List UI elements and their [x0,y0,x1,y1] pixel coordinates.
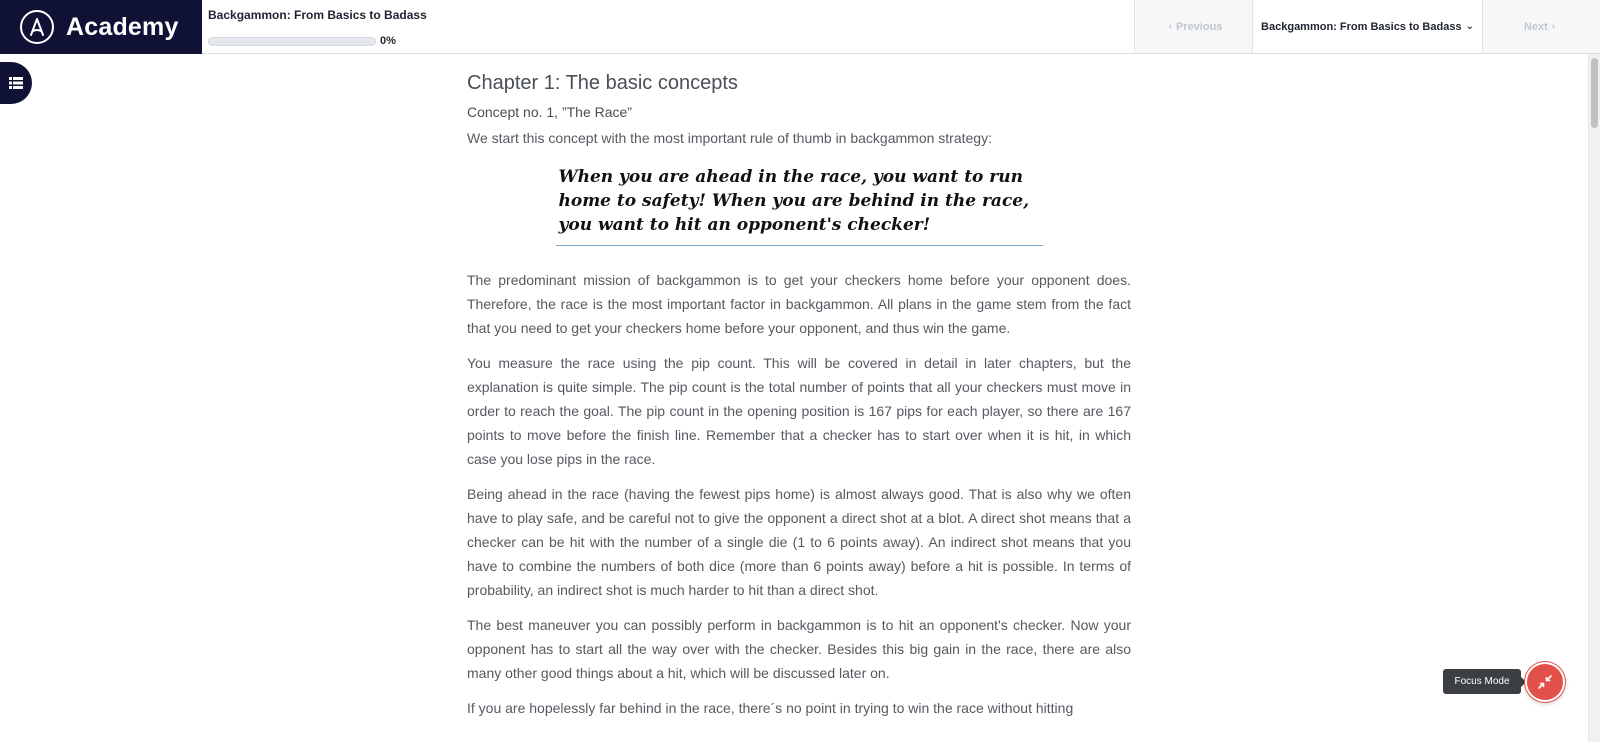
brand-name: Academy [66,12,179,41]
next-button[interactable] [1483,0,1600,53]
paragraph: If you are hopelessly far behind in the race, there´s no point in trying to win the race without hitting [467,700,1074,716]
previous-label: Previous [1175,20,1223,33]
paragraph: The best maneuver you can possibly perform in backgammon is to hit an opponent's checker. Now your opponent has to start all the way over with the checker. Besides this big gain in the race, there are also many other good things about a hit, which will be discussed later on. [467,617,1131,681]
brand[interactable] [0,0,202,54]
compress-icon [1537,674,1553,690]
chapter-title: Chapter 1: The basic concepts [467,72,738,94]
side-menu-toggle[interactable] [0,62,32,104]
intro-text: We start this concept with the most important rule of thumb in backgammon strategy: [467,130,992,146]
scrollbar-thumb[interactable] [1591,58,1598,128]
course-progress-text: 0% [380,35,396,47]
chevron-right-icon: › [1551,21,1556,32]
course-title: Backgammon: From Basics to Badass [208,8,427,22]
concept-title: Concept no. 1, ”The Race” [467,104,632,120]
paragraph: You measure the race using the pip count. This will be covered in detail in later chapters, but the explanation is quite simple. The pip count is the total number of points that all your checkers must move in order to reach the goal. The pip count in the opening position is 167 pips for each player, so there are 167 points to move before the finish line. Remember that a checker has to start over when it is hit, in which case you lose pips in the race. [467,355,1131,467]
list-icon [9,77,23,89]
paragraph: Being ahead in the race (having the fewest pips home) is almost always good. That is also why we often have to play safe, and be careful not to give the opponent a direct shot at a blot. A direct shot means that a checker can be hit with the number of a single die (1 to 6 points away). An indirect shot means that you have to combine the numbers of both dice (more than 6 points away) before a hit is possible. In terms of probability, an indirect shot is much harder to hit than a direct shot. [467,486,1131,598]
next-label: Next [1523,20,1548,33]
focus-mode-button[interactable] [1525,662,1565,702]
paragraph: The predominant mission of backgammon is to get your checkers home before your opponent does. Therefore, the race is the most important factor in backgammon. All plans in the game stem from the fact that you need to get your checkers home before your opponent, and thus win the game. [467,272,1131,336]
page-scrollbar[interactable] [1588,54,1600,742]
course-progress-bar [208,37,376,46]
chapter-dropdown-label: Backgammon: From Basics to Badass [1261,20,1462,33]
chevron-left-icon: ‹ [1168,21,1172,32]
academy-logo-icon [20,10,54,44]
rule-of-thumb-quote: When you are ahead in the race, you want to run home to safety! When you are behind in the race, you want to hit an opponent's checker! [556,165,1043,246]
lesson-content [467,70,1131,720]
previous-button[interactable] [1134,0,1252,53]
top-bar [0,0,1600,54]
focus-mode-tooltip: Focus Mode [1443,669,1521,694]
chevron-down-icon: ⌄ [1465,21,1474,32]
chapter-dropdown[interactable] [1252,0,1483,53]
